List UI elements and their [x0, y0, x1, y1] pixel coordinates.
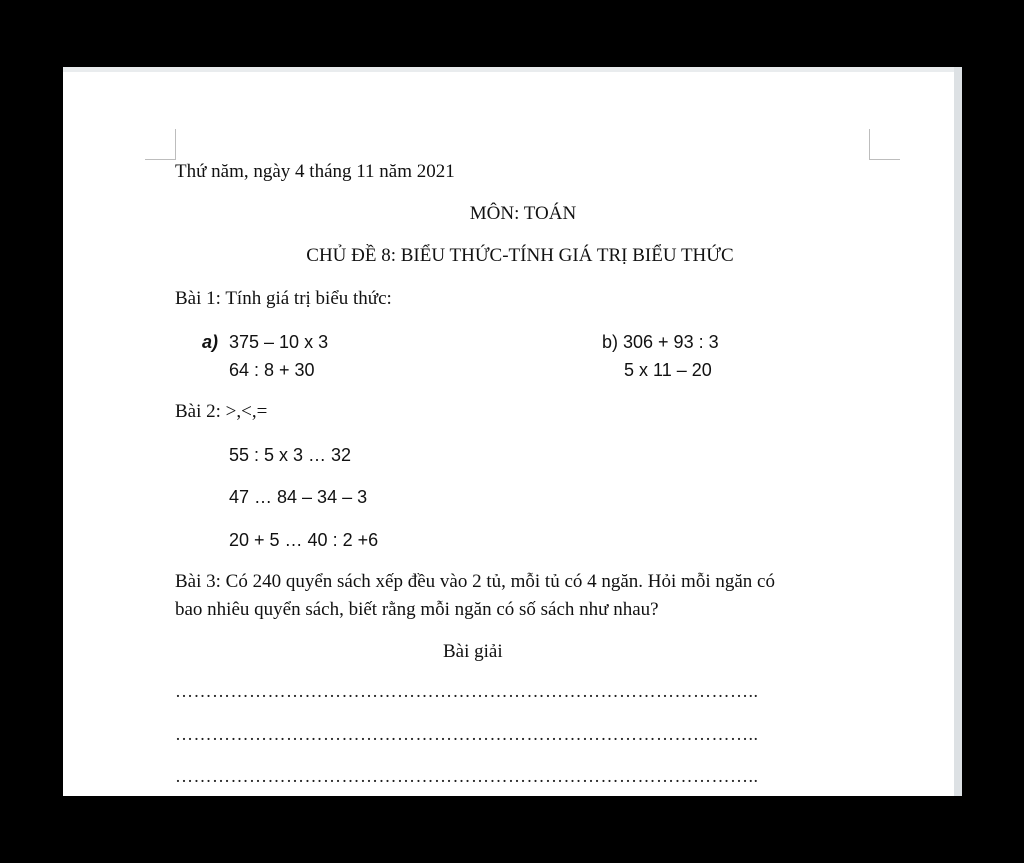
page-right-edge: [954, 67, 962, 796]
answer-line-2: …………………………………………………………………………………..: [175, 724, 759, 744]
margin-marker-top-right: [869, 129, 900, 160]
bai1-a-label: a): [202, 332, 219, 352]
bai2-item-3: 20 + 5 … 40 : 2 +6: [229, 530, 379, 550]
topic-heading: CHỦ ĐỀ 8: BIỂU THỨC-TÍNH GIÁ TRỊ BIỂU THỨC: [306, 245, 734, 266]
solution-title: Bài giải: [443, 641, 503, 662]
bai3-line1: Bài 3: Có 240 quyển sách xếp đều vào 2 tủ, mỗi tủ có 4 ngăn. Hỏi mỗi ngăn có: [175, 571, 775, 592]
bai2-title: Bài 2: >,<,=: [175, 401, 268, 422]
page-top-edge: [63, 67, 962, 72]
document-page: [63, 67, 962, 796]
subject-heading: MÔN: TOÁN: [469, 203, 577, 224]
bai1-b-line2: 5 x 11 – 20: [624, 360, 712, 380]
bai1-b-line1: b) 306 + 93 : 3: [602, 332, 719, 352]
bai1-a-line1: 375 – 10 x 3: [229, 332, 329, 352]
date-line: Thứ năm, ngày 4 tháng 11 năm 2021: [175, 161, 455, 182]
bai2-item-1: 55 : 5 x 3 … 32: [229, 445, 352, 465]
margin-marker-top-left: [145, 129, 176, 160]
answer-line-3: …………………………………………………………………………………..: [175, 766, 759, 786]
bai3-line2: bao nhiêu quyển sách, biết rằng mỗi ngăn có số sách như nhau?: [175, 599, 659, 620]
bai1-a-line2: 64 : 8 + 30: [229, 360, 315, 380]
answer-line-1: …………………………………………………………………………………..: [175, 681, 759, 701]
bai2-item-2: 47 … 84 – 34 – 3: [229, 487, 368, 507]
bai1-title: Bài 1: Tính giá trị biểu thức:: [175, 288, 392, 309]
